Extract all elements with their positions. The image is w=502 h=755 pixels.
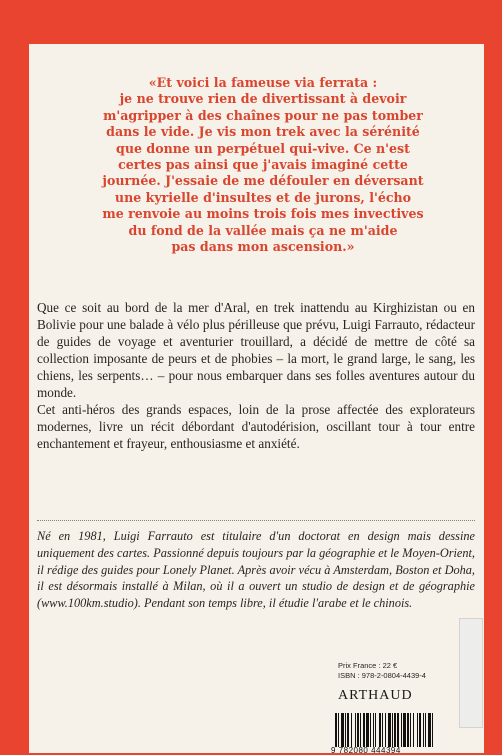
price-info [338,661,426,681]
barcode-digits: 9 782080 444394 [331,746,401,755]
publisher-logo [338,688,413,704]
quote-line: une kyrielle d'insultes et de jurons, l'écho [114,189,412,205]
isbn-label: ISBN : 978-2-0804-4439-4 [338,671,426,680]
quote-line: journée. J'essaie de me défouler en déversant [102,173,424,189]
quote-line: certes pas ainsi que j'avais imaginé cette [118,157,408,173]
quote-line: du fond de la vallée mais ça ne m'aide [128,222,398,238]
publisher-name: ARTHAUD [338,688,413,703]
sticker-label [459,618,483,728]
description-paragraph: Cet anti-héros des grands espaces, loin de la prose affectée des explorateurs modernes, livre un récit débordant d'autodérision, oscillant tour à tour entre enchantement et frayeur, enthousiasme et anxiété. [37,402,475,451]
description-paragraph: Que ce soit au bord de la mer d'Aral, en trek inattendu au Kirghizistan ou en Bolivie pour une balade à vélo plus périlleuse que prévu, Luigi Farrauto, rédacteur de guides de voyage et aventurier trouillard, a décidé de mettre de côté sa collection imposante de peurs et de phobies – la mort, le grand large, le sang, les chiens, les serpents… – pour nous embarquer dans ses folles aventures autour du monde. [37,300,475,400]
book-description [37,299,475,452]
quote-line: je ne trouve rien de divertissant à devoir [119,91,407,107]
divider [37,520,475,521]
quote-line: me renvoie au moins trois fois mes invectives [102,206,424,222]
price-label: Prix France : 22 € [338,661,398,670]
author-bio: Né en 1981, Luigi Farrauto est titulaire d'un doctorat en design mais dessine uniquement des cartes. Passionné depuis toujours par la géographie et le Moyen-Orient, il rédige des guides pour Lonely Planet. Après avoir vécu à Amsterdam, Boston et Doha, il est désormais installé à Milan, où il a ouvert un studio de design et de géographie (www.100km.studio). Pendant son temps libre, il étudie l'arabe et le chinois. [37,529,475,611]
quote-line: que donne un perpétuel qui-vive. Ce n'est [116,140,410,156]
quote-line: m'agripper à des chaînes pour ne pas tomber [103,107,423,123]
quote-line: «Et voici la fameuse via ferrata : [148,75,378,90]
quote-line: pas dans mon ascension.» [171,239,355,255]
barcode-icon [333,713,473,747]
quote-line: dans le vide. Je vis mon trek avec la sérénité [106,124,420,140]
back-cover-panel [29,44,484,753]
pull-quote [67,75,459,255]
